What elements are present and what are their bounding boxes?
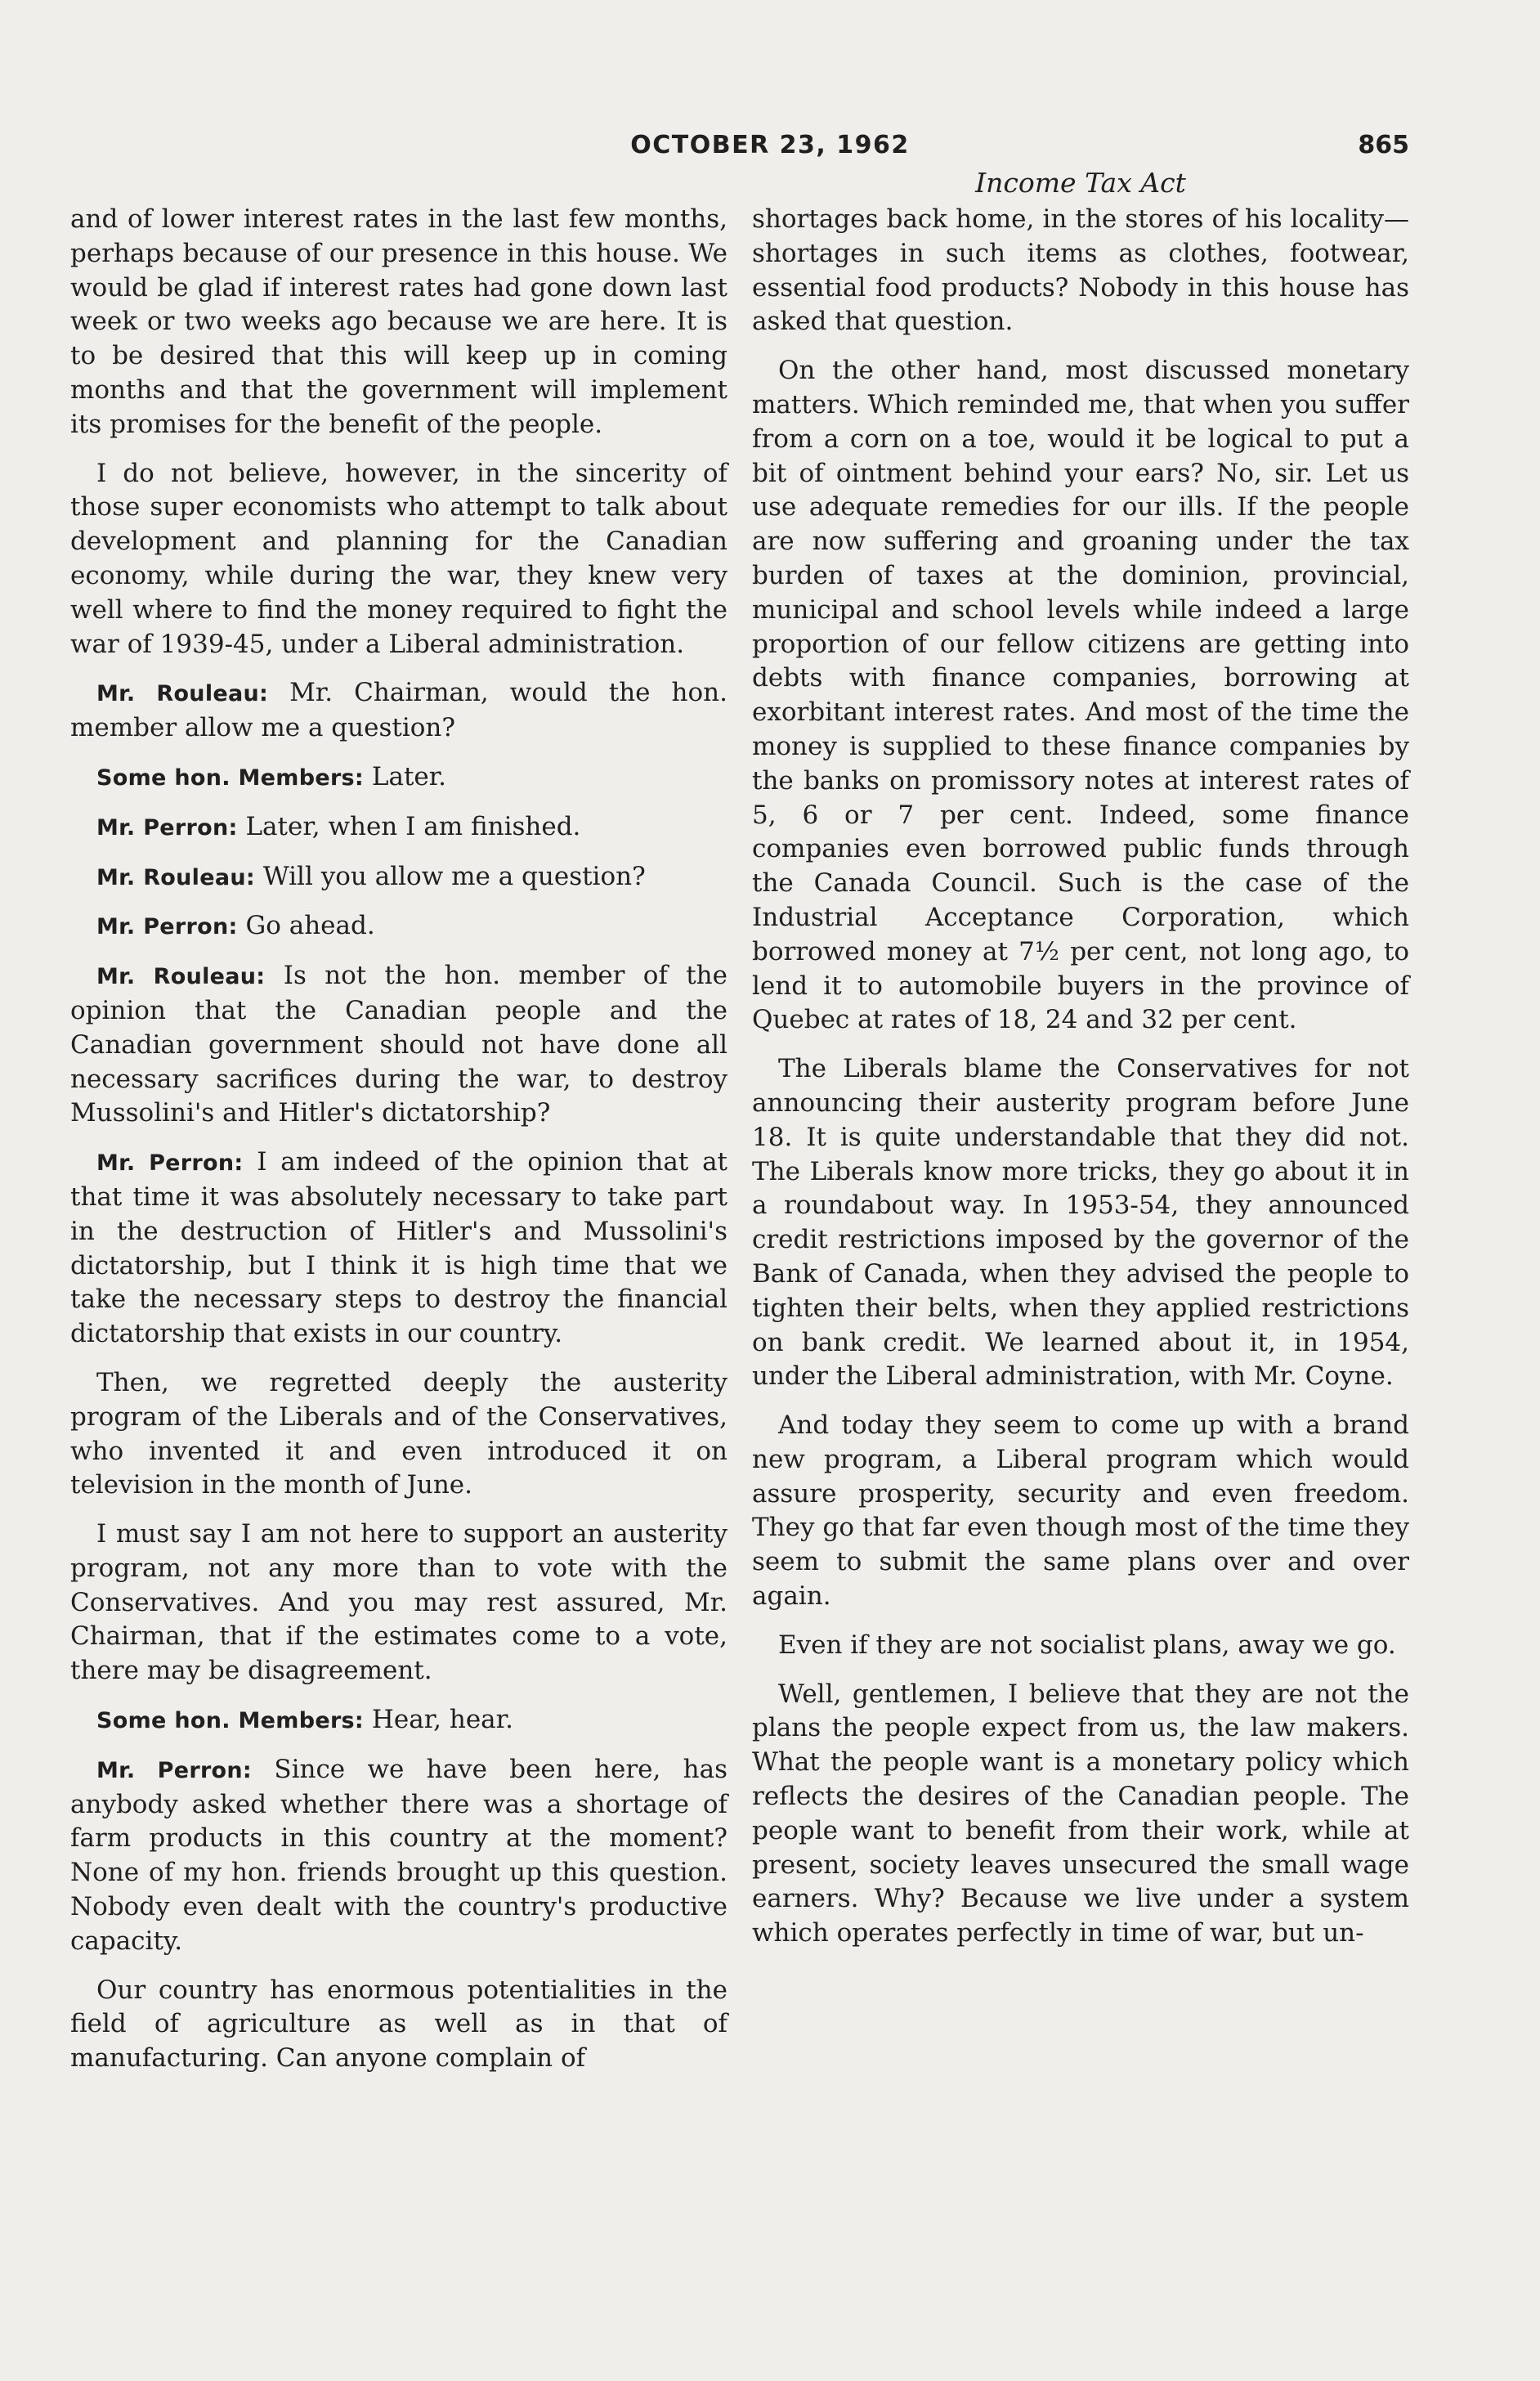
paragraph-text: I must say I am not here to support an austerity program, not any more than to vote with the Conservatives. And you may rest assured, Mr. Chairman, that if the estimates come to a vote, there may be disagreement. — [70, 1519, 727, 1686]
paragraph — [752, 1629, 1409, 1663]
paragraph-text: Our country has enormous potentialities in the field of agriculture as well as in that of manufacturing. Can anyone complain of — [70, 1975, 727, 2074]
paragraph — [70, 203, 727, 442]
paragraph-text: shortages back home, in the stores of his locality—shortages in such items as clothes, footwear, essential food products? Nobody in this house has asked that question. — [752, 204, 1409, 337]
paragraph — [70, 1974, 727, 2076]
paragraph — [752, 1678, 1409, 1951]
page-number: 865 — [1358, 131, 1409, 159]
paragraph-text: Will you allow me a question? — [262, 861, 646, 891]
paragraph-text: Mr. Chairman, would the hon. member allow me a question? — [70, 678, 727, 743]
paragraph — [70, 760, 727, 796]
speaker-name: Mr. Perron: — [96, 914, 238, 940]
paragraph-text: Hear, hear. — [371, 1705, 513, 1735]
paragraph — [70, 959, 727, 1131]
paragraph-text: I am indeed of the opinion that at that time it was absolutely necessary to take part in the destruction of Hitler's and Mussolini's dictatorship, but I think it is high time that we take the necessary steps to destroy the financial dictatorship that exists in our country. — [70, 1147, 728, 1349]
paragraph — [70, 1703, 727, 1738]
paragraph — [70, 457, 727, 662]
paragraph-text: Then, we regretted deeply the austerity program of the Liberals and of the Conservatives, who invented it and even introduced it on television in the month of June. — [70, 1367, 727, 1500]
paragraph — [70, 1366, 727, 1503]
speaker-name: Mr. Rouleau: — [96, 864, 255, 890]
right-column — [752, 203, 1409, 1966]
paragraph — [752, 1409, 1409, 1614]
page-header — [0, 131, 1540, 172]
paragraph-text: Later, when I am finished. — [245, 811, 581, 841]
paragraph — [752, 354, 1409, 1038]
paragraph-text: and of lower interest rates in the last few months, perhaps because of our presence in this house. We would be glad if interest rates had gone down last week or two weeks ago because we are here. It is to be desired that this will keep up in coming months and that the government will implement its promises for the benefit of the people. — [70, 204, 727, 439]
paragraph-text: Even if they are not socialist plans, away we go. — [778, 1630, 1396, 1660]
paragraph-text: Later. — [371, 761, 447, 791]
speaker-name: Some hon. Members: — [96, 1708, 365, 1734]
paragraph — [70, 909, 727, 944]
paragraph — [70, 1146, 727, 1352]
speaker-name: Mr. Perron: — [96, 814, 238, 841]
running-title: Income Tax Act — [975, 167, 1186, 199]
paragraph — [70, 810, 727, 845]
speaker-name: Mr. Perron: — [96, 1757, 253, 1783]
paragraph-text: On the other hand, most discussed monetary matters. Which reminded me, that when you suffer from a corn on a toe, would it be logical to put a bit of ointment behind your ears? No, sir. Let us use adequate remedies for our ills. If the people are now suffering and groaning under the tax burden of taxes at the dominion, provincial, municipal and school levels while indeed a large proportion of our fellow citizens are getting into debts with finance companies, borrowing at exorbitant interest rates. And most of the time the money is supplied to these finance companies by the banks on promissory notes at interest rates of 5, 6 or 7 per cent. Indeed, some finance companies even borrowed public funds through the Canada Council. Such is the case of the Industrial Acceptance Corporation, which borrowed money at 7½ per cent, not long ago, to lend it to automobile buyers in the province of Quebec at rates of 18, 24 and 32 per cent. — [752, 356, 1409, 1035]
speaker-name: Some hon. Members: — [96, 765, 365, 791]
header-date: OCTOBER 23, 1962 — [630, 131, 910, 159]
speaker-name: Mr. Perron: — [96, 1150, 244, 1177]
paragraph — [70, 676, 727, 746]
paragraph — [70, 860, 727, 895]
paragraph — [752, 203, 1409, 339]
paragraph-text: Well, gentlemen, I believe that they are not the plans the people expect from us, the law makers. What the people want is a monetary policy which reflects the desires of the Canadian people. The people want to benefit from their work, while at present, society leaves unsecured the small wage earners. Why? Because we live under a system which operates perfectly in time of war, but un- — [752, 1679, 1409, 1948]
paragraph-text: Since we have been here, has anybody asked whether there was a shortage of farm products in this country at the moment? None of my hon. friends brought up this question. Nobody even dealt with the country's productive capacity. — [70, 1754, 727, 1956]
paragraph — [70, 1518, 727, 1688]
left-column — [70, 203, 727, 2091]
speaker-name: Mr. Rouleau: — [96, 964, 266, 990]
speaker-name: Mr. Rouleau: — [96, 681, 269, 707]
paragraph-text: The Liberals blame the Conservatives for not announcing their austerity program before June 18. It is quite understandable that they did not. The Liberals know more tricks, they go about it in a roundabout way. In 1953-54, they announced credit restrictions imposed by the governor of the Bank of Canada, when they advised the people to tighten their belts, when they applied restrictions on bank credit. We learned about it, in 1954, under the Liberal administration, with Mr. Coyne. — [752, 1054, 1409, 1392]
paragraph-text: Is not the hon. member of the opinion that the Canadian people and the Canadian government should not have done all necessary sacrifices during the war, to destroy Mussolini's and Hitler's dictatorship? — [70, 961, 727, 1128]
paragraph — [752, 1052, 1409, 1394]
paragraph-text: I do not believe, however, in the sincerity of those super economists who attempt to talk about development and planning for the Canadian economy, while during the war, they knew very well where to find the money required to fight the war of 1939-45, under a Liberal administration. — [70, 458, 727, 659]
paragraph — [70, 1753, 727, 1959]
paragraph-text: Go ahead. — [245, 911, 375, 941]
paragraph-text: And today they seem to come up with a brand new program, a Liberal program which would assure prosperity, security and even freedom. They go that far even though most of the time they seem to submit the same plans over and over again. — [752, 1410, 1409, 1612]
